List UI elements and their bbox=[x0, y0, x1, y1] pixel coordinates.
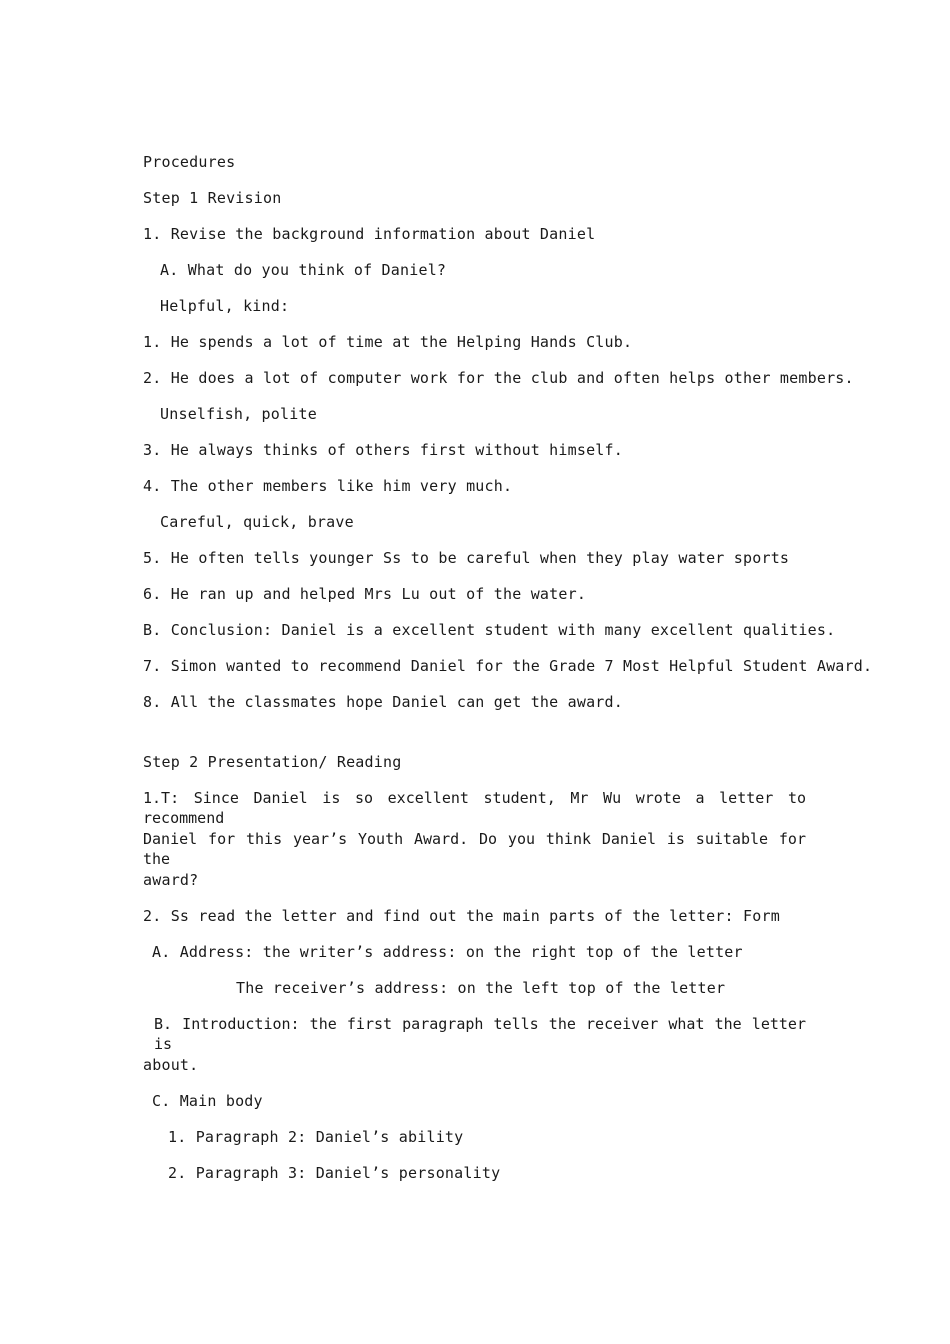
step1-question-a: A. What do you think of Daniel? bbox=[160, 261, 447, 279]
step1-point3: 3. He always thinks of others first without himself. bbox=[143, 441, 623, 459]
group-helpful: Helpful, kind: bbox=[160, 297, 290, 315]
step2-t-line2: Daniel for this year’s Youth Award. Do you think Daniel is suitable for the bbox=[143, 830, 806, 868]
step2-para2: 1. Paragraph 2: Daniel’s ability bbox=[168, 1128, 464, 1146]
step1-point8: 8. All the classmates hope Daniel can get the award. bbox=[143, 693, 623, 711]
procedures-heading: Procedures bbox=[143, 153, 236, 171]
step1-point2: 2. He does a lot of computer work for the club and often helps other members. bbox=[143, 369, 854, 387]
step1-title: Step 1 Revision bbox=[143, 189, 282, 207]
step1-point1: 1. He spends a lot of time at the Helping Hands Club. bbox=[143, 333, 633, 351]
step2-address-b: The receiver’s address: on the left top of the letter bbox=[236, 979, 726, 997]
step1-conclusion: B. Conclusion: Daniel is a excellent student with many excellent qualities. bbox=[143, 621, 836, 639]
step2-item2: 2. Ss read the letter and find out the main parts of the letter: Form bbox=[143, 907, 780, 925]
step2-para3: 2. Paragraph 3: Daniel’s personality bbox=[168, 1164, 501, 1182]
step1-point5: 5. He often tells younger Ss to be careful when they play water sports bbox=[143, 549, 790, 567]
step1-point4: 4. The other members like him very much. bbox=[143, 477, 513, 495]
step2-t-line3: award? bbox=[143, 871, 199, 889]
step2-intro-line1: B. Introduction: the first paragraph tells the receiver what the letter is bbox=[154, 1015, 806, 1053]
step2-intro-line2: about. bbox=[143, 1056, 199, 1074]
step2-address-a: A. Address: the writer’s address: on the right top of the letter bbox=[152, 943, 743, 961]
group-unselfish: Unselfish, polite bbox=[160, 405, 317, 423]
step1-point6: 6. He ran up and helped Mrs Lu out of the water. bbox=[143, 585, 587, 603]
step2-main-body: C. Main body bbox=[152, 1092, 263, 1110]
step1-point7: 7. Simon wanted to recommend Daniel for the Grade 7 Most Helpful Student Award. bbox=[143, 657, 873, 675]
group-careful: Careful, quick, brave bbox=[160, 513, 354, 531]
step2-title: Step 2 Presentation/ Reading bbox=[143, 753, 402, 771]
step1-item1: 1. Revise the background information about Daniel bbox=[143, 225, 596, 243]
step2-t-line1: 1.T: Since Daniel is so excellent student, Mr Wu wrote a letter to recommend bbox=[143, 789, 806, 827]
